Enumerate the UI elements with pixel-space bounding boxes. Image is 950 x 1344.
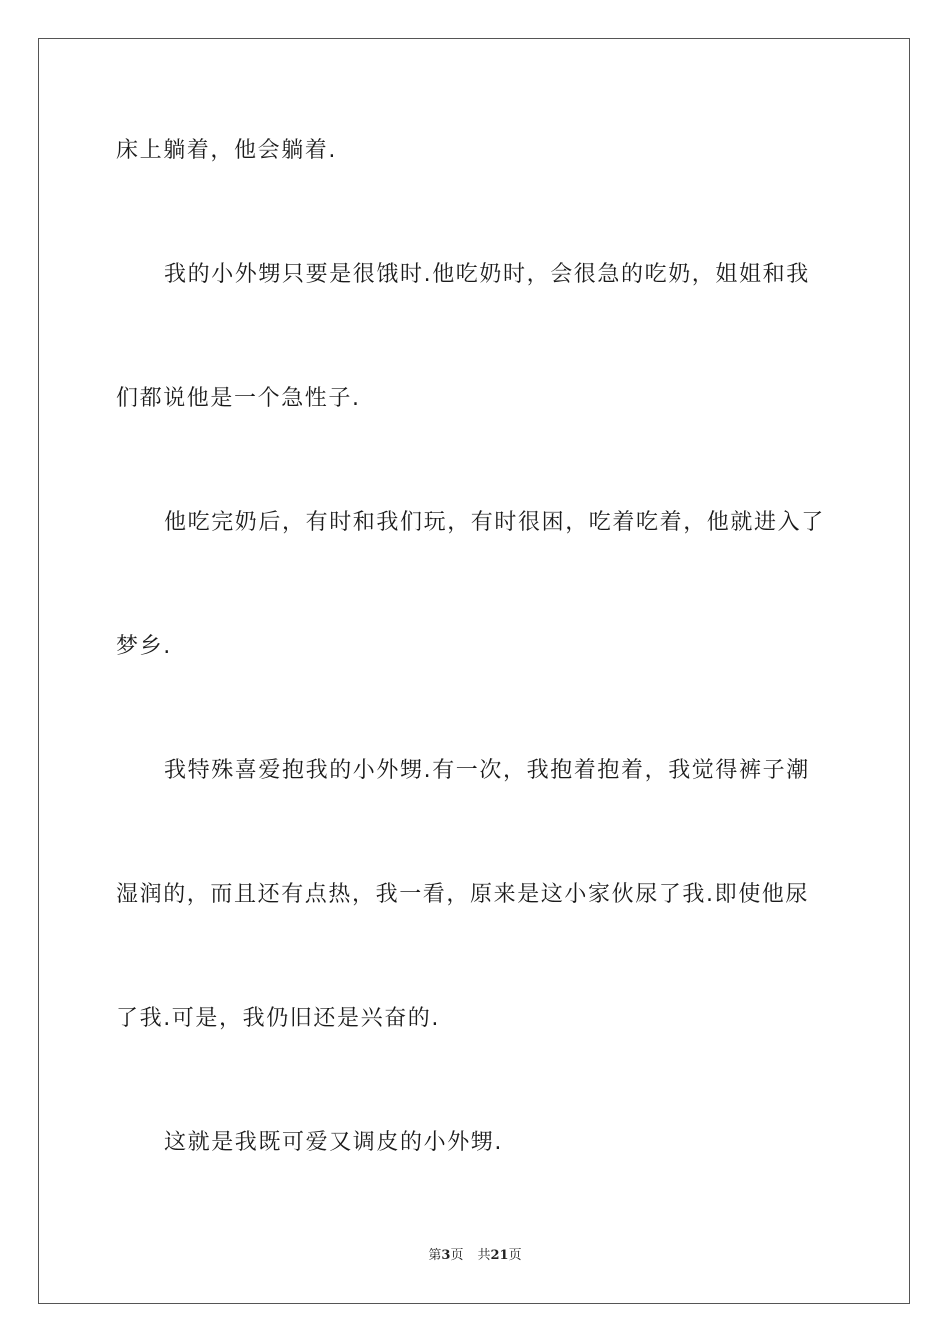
text-line-7: 湿润的，而且还有点热，我一看，原来是这小家伙尿了我.即使他尿	[116, 882, 809, 907]
page-border	[38, 38, 910, 1304]
text-line-1: 床上躺着，他会躺着.	[116, 138, 337, 163]
text-line-3: 们都说他是一个急性子.	[116, 386, 361, 411]
page-prefix: 第	[428, 1248, 442, 1263]
total-suffix: 页	[508, 1248, 522, 1263]
text-line-2: 我的小外甥只要是很饿时.他吃奶时，会很急的吃奶，姐姐和我	[164, 262, 810, 287]
page-number: 3	[441, 1248, 451, 1263]
text-line-9: 这就是我既可爱又调皮的小外甥.	[164, 1130, 503, 1155]
page-footer	[0, 1246, 950, 1266]
page-suffix: 页	[450, 1248, 464, 1263]
total-pages: 21	[490, 1248, 509, 1263]
text-line-4: 他吃完奶后，有时和我们玩，有时很困，吃着吃着，他就进入了	[164, 510, 825, 535]
total-prefix: 共	[477, 1248, 491, 1263]
text-line-8: 了我.可是，我仍旧还是兴奋的.	[116, 1006, 440, 1031]
text-line-6: 我特殊喜爱抱我的小外甥.有一次，我抱着抱着，我觉得裤子潮	[164, 758, 810, 783]
text-line-5: 梦乡.	[116, 634, 172, 659]
